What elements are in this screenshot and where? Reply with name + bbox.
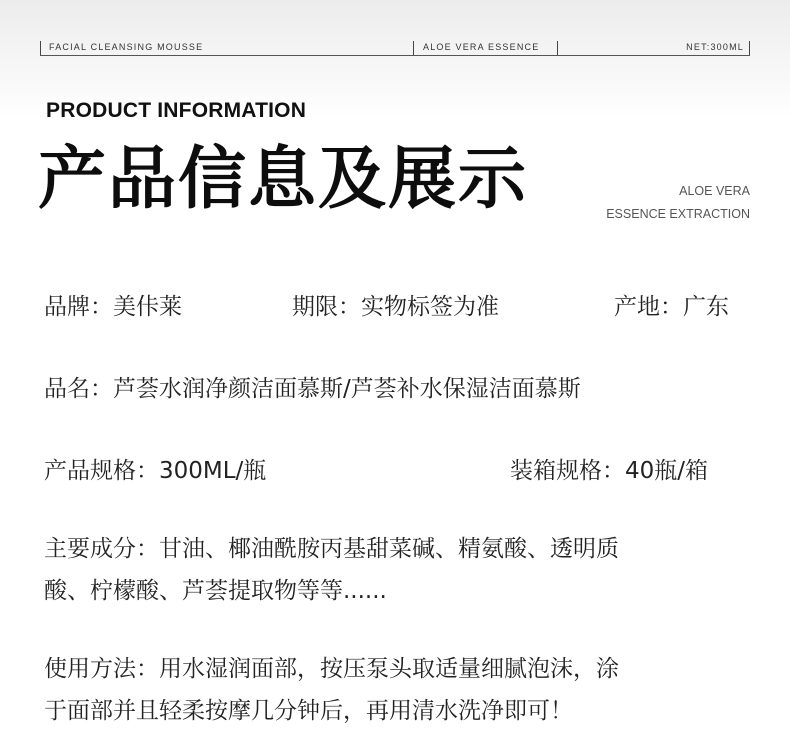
side-note bbox=[606, 180, 750, 226]
usage-info bbox=[44, 648, 762, 732]
divider bbox=[40, 41, 41, 55]
divider bbox=[413, 41, 414, 55]
ingredients-info bbox=[44, 528, 762, 612]
ingredients-line: 酸、柠檬酸、芦荟提取物等等...... bbox=[44, 578, 387, 604]
usage-line: 于面部并且轻柔按摩几分钟后，再用清水洗净即可！ bbox=[44, 698, 573, 724]
header-bar bbox=[40, 40, 750, 56]
header-product-type: FACIAL CLEANSING MOUSSE bbox=[49, 42, 204, 52]
section-title-en: PRODUCT INFORMATION bbox=[46, 99, 307, 122]
section-title-cn: 产品信息及展示 bbox=[38, 140, 529, 219]
product-name-info: 品名：芦荟水润净颜洁面慕斯/芦荟补水保湿洁面慕斯 bbox=[44, 376, 581, 402]
header-underline bbox=[40, 55, 750, 56]
spec-info: 产品规格：300ML/瓶 bbox=[44, 458, 267, 484]
side-note-line1: ALOE VERA bbox=[679, 184, 750, 198]
origin-info: 产地：广东 bbox=[614, 294, 729, 320]
side-note-line2: ESSENCE EXTRACTION bbox=[606, 207, 750, 221]
brand-info: 品牌：美佧莱 bbox=[44, 294, 182, 320]
divider bbox=[749, 41, 750, 55]
box-spec-info: 装箱规格：40瓶/箱 bbox=[510, 458, 709, 484]
divider bbox=[557, 41, 558, 55]
usage-line: 使用方法：用水湿润面部，按压泵头取适量细腻泡沫，涂 bbox=[44, 656, 619, 682]
shelf-life-info: 期限：实物标签为准 bbox=[292, 294, 499, 320]
header-net-volume: NET:300ML bbox=[686, 42, 744, 52]
ingredients-line: 主要成分：甘油、椰油酰胺丙基甜菜碱、精氨酸、透明质 bbox=[44, 536, 619, 562]
header-essence: ALOE VERA ESSENCE bbox=[423, 42, 540, 52]
